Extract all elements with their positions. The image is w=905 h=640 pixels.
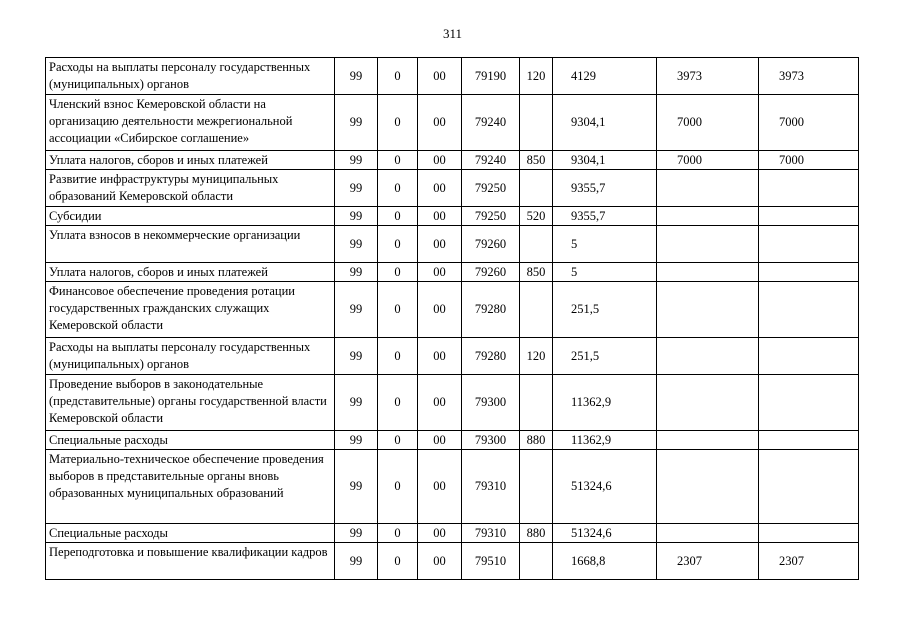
row-code-2: 0 bbox=[378, 226, 418, 263]
table-row bbox=[46, 263, 859, 282]
row-code-5: 520 bbox=[520, 207, 553, 226]
row-name: Уплата налогов, сборов и иных платежей bbox=[46, 263, 335, 282]
row-code-1: 99 bbox=[335, 375, 378, 431]
row-code-1: 99 bbox=[335, 431, 378, 450]
row-name: Переподготовка и повышение квалификации кадров bbox=[46, 543, 335, 580]
row-value-2: 7000 bbox=[657, 95, 759, 151]
row-value-3 bbox=[759, 226, 859, 263]
row-value-1: 5 bbox=[553, 263, 657, 282]
row-value-3 bbox=[759, 207, 859, 226]
row-value-1: 1668,8 bbox=[553, 543, 657, 580]
row-code-2: 0 bbox=[378, 58, 418, 95]
row-code-3: 00 bbox=[418, 282, 462, 338]
row-value-1: 4129 bbox=[553, 58, 657, 95]
row-value-1: 9304,1 bbox=[553, 95, 657, 151]
row-code-4: 79240 bbox=[462, 95, 520, 151]
row-code-4: 79250 bbox=[462, 207, 520, 226]
row-value-2 bbox=[657, 207, 759, 226]
row-code-5 bbox=[520, 375, 553, 431]
row-code-2: 0 bbox=[378, 170, 418, 207]
row-code-1: 99 bbox=[335, 450, 378, 524]
table-row bbox=[46, 95, 859, 151]
row-code-4: 79240 bbox=[462, 151, 520, 170]
row-code-1: 99 bbox=[335, 338, 378, 375]
row-value-3: 7000 bbox=[759, 151, 859, 170]
row-name: Финансовое обеспечение проведения ротации государственных гражданских служащих Кемеровской области bbox=[46, 282, 335, 338]
row-code-4: 79310 bbox=[462, 524, 520, 543]
row-name: Уплата взносов в некоммерческие организации bbox=[46, 226, 335, 263]
row-code-2: 0 bbox=[378, 524, 418, 543]
row-value-1: 251,5 bbox=[553, 282, 657, 338]
row-code-1: 99 bbox=[335, 543, 378, 580]
table-row bbox=[46, 282, 859, 338]
budget-table bbox=[45, 57, 859, 580]
row-name: Специальные расходы bbox=[46, 431, 335, 450]
row-code-4: 79510 bbox=[462, 543, 520, 580]
row-code-2: 0 bbox=[378, 207, 418, 226]
row-code-3: 00 bbox=[418, 524, 462, 543]
row-code-3: 00 bbox=[418, 170, 462, 207]
row-code-3: 00 bbox=[418, 375, 462, 431]
row-code-3: 00 bbox=[418, 207, 462, 226]
table-row bbox=[46, 375, 859, 431]
row-code-4: 79190 bbox=[462, 58, 520, 95]
row-code-1: 99 bbox=[335, 151, 378, 170]
row-code-2: 0 bbox=[378, 263, 418, 282]
row-value-3 bbox=[759, 375, 859, 431]
row-value-2 bbox=[657, 170, 759, 207]
row-code-5 bbox=[520, 95, 553, 151]
row-value-2 bbox=[657, 524, 759, 543]
row-value-3: 3973 bbox=[759, 58, 859, 95]
row-code-2: 0 bbox=[378, 338, 418, 375]
row-code-4: 79300 bbox=[462, 375, 520, 431]
row-code-2: 0 bbox=[378, 543, 418, 580]
row-code-2: 0 bbox=[378, 282, 418, 338]
row-value-1: 5 bbox=[553, 226, 657, 263]
row-code-4: 79280 bbox=[462, 282, 520, 338]
row-value-1: 9355,7 bbox=[553, 207, 657, 226]
row-name: Уплата налогов, сборов и иных платежей bbox=[46, 151, 335, 170]
row-code-5 bbox=[520, 543, 553, 580]
row-code-4: 79250 bbox=[462, 170, 520, 207]
row-value-1: 251,5 bbox=[553, 338, 657, 375]
row-code-5 bbox=[520, 170, 553, 207]
table-row bbox=[46, 431, 859, 450]
table-row bbox=[46, 338, 859, 375]
row-value-2 bbox=[657, 431, 759, 450]
row-code-2: 0 bbox=[378, 95, 418, 151]
row-code-5 bbox=[520, 282, 553, 338]
row-value-3: 2307 bbox=[759, 543, 859, 580]
row-name: Членский взнос Кемеровской области на организацию деятельности межрегиональной ассоциации «Сибирское соглашение» bbox=[46, 95, 335, 151]
row-name: Расходы на выплаты персоналу государственных (муниципальных) органов bbox=[46, 338, 335, 375]
row-name: Расходы на выплаты персоналу государственных (муниципальных) органов bbox=[46, 58, 335, 95]
row-value-1: 51324,6 bbox=[553, 450, 657, 524]
row-code-3: 00 bbox=[418, 151, 462, 170]
row-value-2 bbox=[657, 338, 759, 375]
row-code-1: 99 bbox=[335, 282, 378, 338]
row-name: Специальные расходы bbox=[46, 524, 335, 543]
row-value-3 bbox=[759, 450, 859, 524]
table-row bbox=[46, 58, 859, 95]
row-code-3: 00 bbox=[418, 226, 462, 263]
table-row bbox=[46, 207, 859, 226]
row-code-1: 99 bbox=[335, 58, 378, 95]
row-code-4: 79310 bbox=[462, 450, 520, 524]
row-value-2 bbox=[657, 226, 759, 263]
row-code-3: 00 bbox=[418, 543, 462, 580]
row-code-2: 0 bbox=[378, 375, 418, 431]
row-code-4: 79260 bbox=[462, 226, 520, 263]
row-value-2 bbox=[657, 282, 759, 338]
row-code-4: 79300 bbox=[462, 431, 520, 450]
row-code-5: 120 bbox=[520, 58, 553, 95]
row-code-3: 00 bbox=[418, 263, 462, 282]
row-name: Проведение выборов в законодательные (представительные) органы государственной власти Кемеровской области bbox=[46, 375, 335, 431]
row-value-2: 2307 bbox=[657, 543, 759, 580]
row-code-2: 0 bbox=[378, 431, 418, 450]
row-value-1: 11362,9 bbox=[553, 375, 657, 431]
row-code-4: 79260 bbox=[462, 263, 520, 282]
row-value-2: 7000 bbox=[657, 151, 759, 170]
row-value-3 bbox=[759, 282, 859, 338]
row-code-5 bbox=[520, 226, 553, 263]
row-value-1: 9304,1 bbox=[553, 151, 657, 170]
row-code-1: 99 bbox=[335, 170, 378, 207]
row-value-2 bbox=[657, 263, 759, 282]
row-code-2: 0 bbox=[378, 450, 418, 524]
page-number: 311 bbox=[442, 26, 463, 41]
row-value-3 bbox=[759, 338, 859, 375]
row-code-5: 850 bbox=[520, 263, 553, 282]
row-code-1: 99 bbox=[335, 524, 378, 543]
row-code-5 bbox=[520, 450, 553, 524]
row-code-5: 850 bbox=[520, 151, 553, 170]
row-code-3: 00 bbox=[418, 431, 462, 450]
row-value-3 bbox=[759, 263, 859, 282]
row-name: Материально-техническое обеспечение проведения выборов в представительные органы вновь образованных муниципальных образований bbox=[46, 450, 335, 524]
row-value-1: 51324,6 bbox=[553, 524, 657, 543]
table-row bbox=[46, 170, 859, 207]
row-name: Субсидии bbox=[46, 207, 335, 226]
row-code-1: 99 bbox=[335, 226, 378, 263]
row-value-3 bbox=[759, 524, 859, 543]
row-code-5: 880 bbox=[520, 431, 553, 450]
row-code-3: 00 bbox=[418, 450, 462, 524]
row-value-2: 3973 bbox=[657, 58, 759, 95]
row-value-1: 9355,7 bbox=[553, 170, 657, 207]
table-body bbox=[46, 58, 859, 580]
row-code-3: 00 bbox=[418, 95, 462, 151]
table-row bbox=[46, 226, 859, 263]
row-value-2 bbox=[657, 375, 759, 431]
row-code-5: 120 bbox=[520, 338, 553, 375]
table-row bbox=[46, 524, 859, 543]
row-code-2: 0 bbox=[378, 151, 418, 170]
row-code-1: 99 bbox=[335, 263, 378, 282]
table-row bbox=[46, 543, 859, 580]
row-value-2 bbox=[657, 450, 759, 524]
table-row bbox=[46, 450, 859, 524]
row-code-5: 880 bbox=[520, 524, 553, 543]
row-code-1: 99 bbox=[335, 207, 378, 226]
row-code-3: 00 bbox=[418, 338, 462, 375]
row-code-4: 79280 bbox=[462, 338, 520, 375]
row-value-3 bbox=[759, 431, 859, 450]
row-value-3 bbox=[759, 170, 859, 207]
row-code-3: 00 bbox=[418, 58, 462, 95]
row-code-1: 99 bbox=[335, 95, 378, 151]
table-row bbox=[46, 151, 859, 170]
row-name: Развитие инфраструктуры муниципальных образований Кемеровской области bbox=[46, 170, 335, 207]
row-value-1: 11362,9 bbox=[553, 431, 657, 450]
row-value-3: 7000 bbox=[759, 95, 859, 151]
